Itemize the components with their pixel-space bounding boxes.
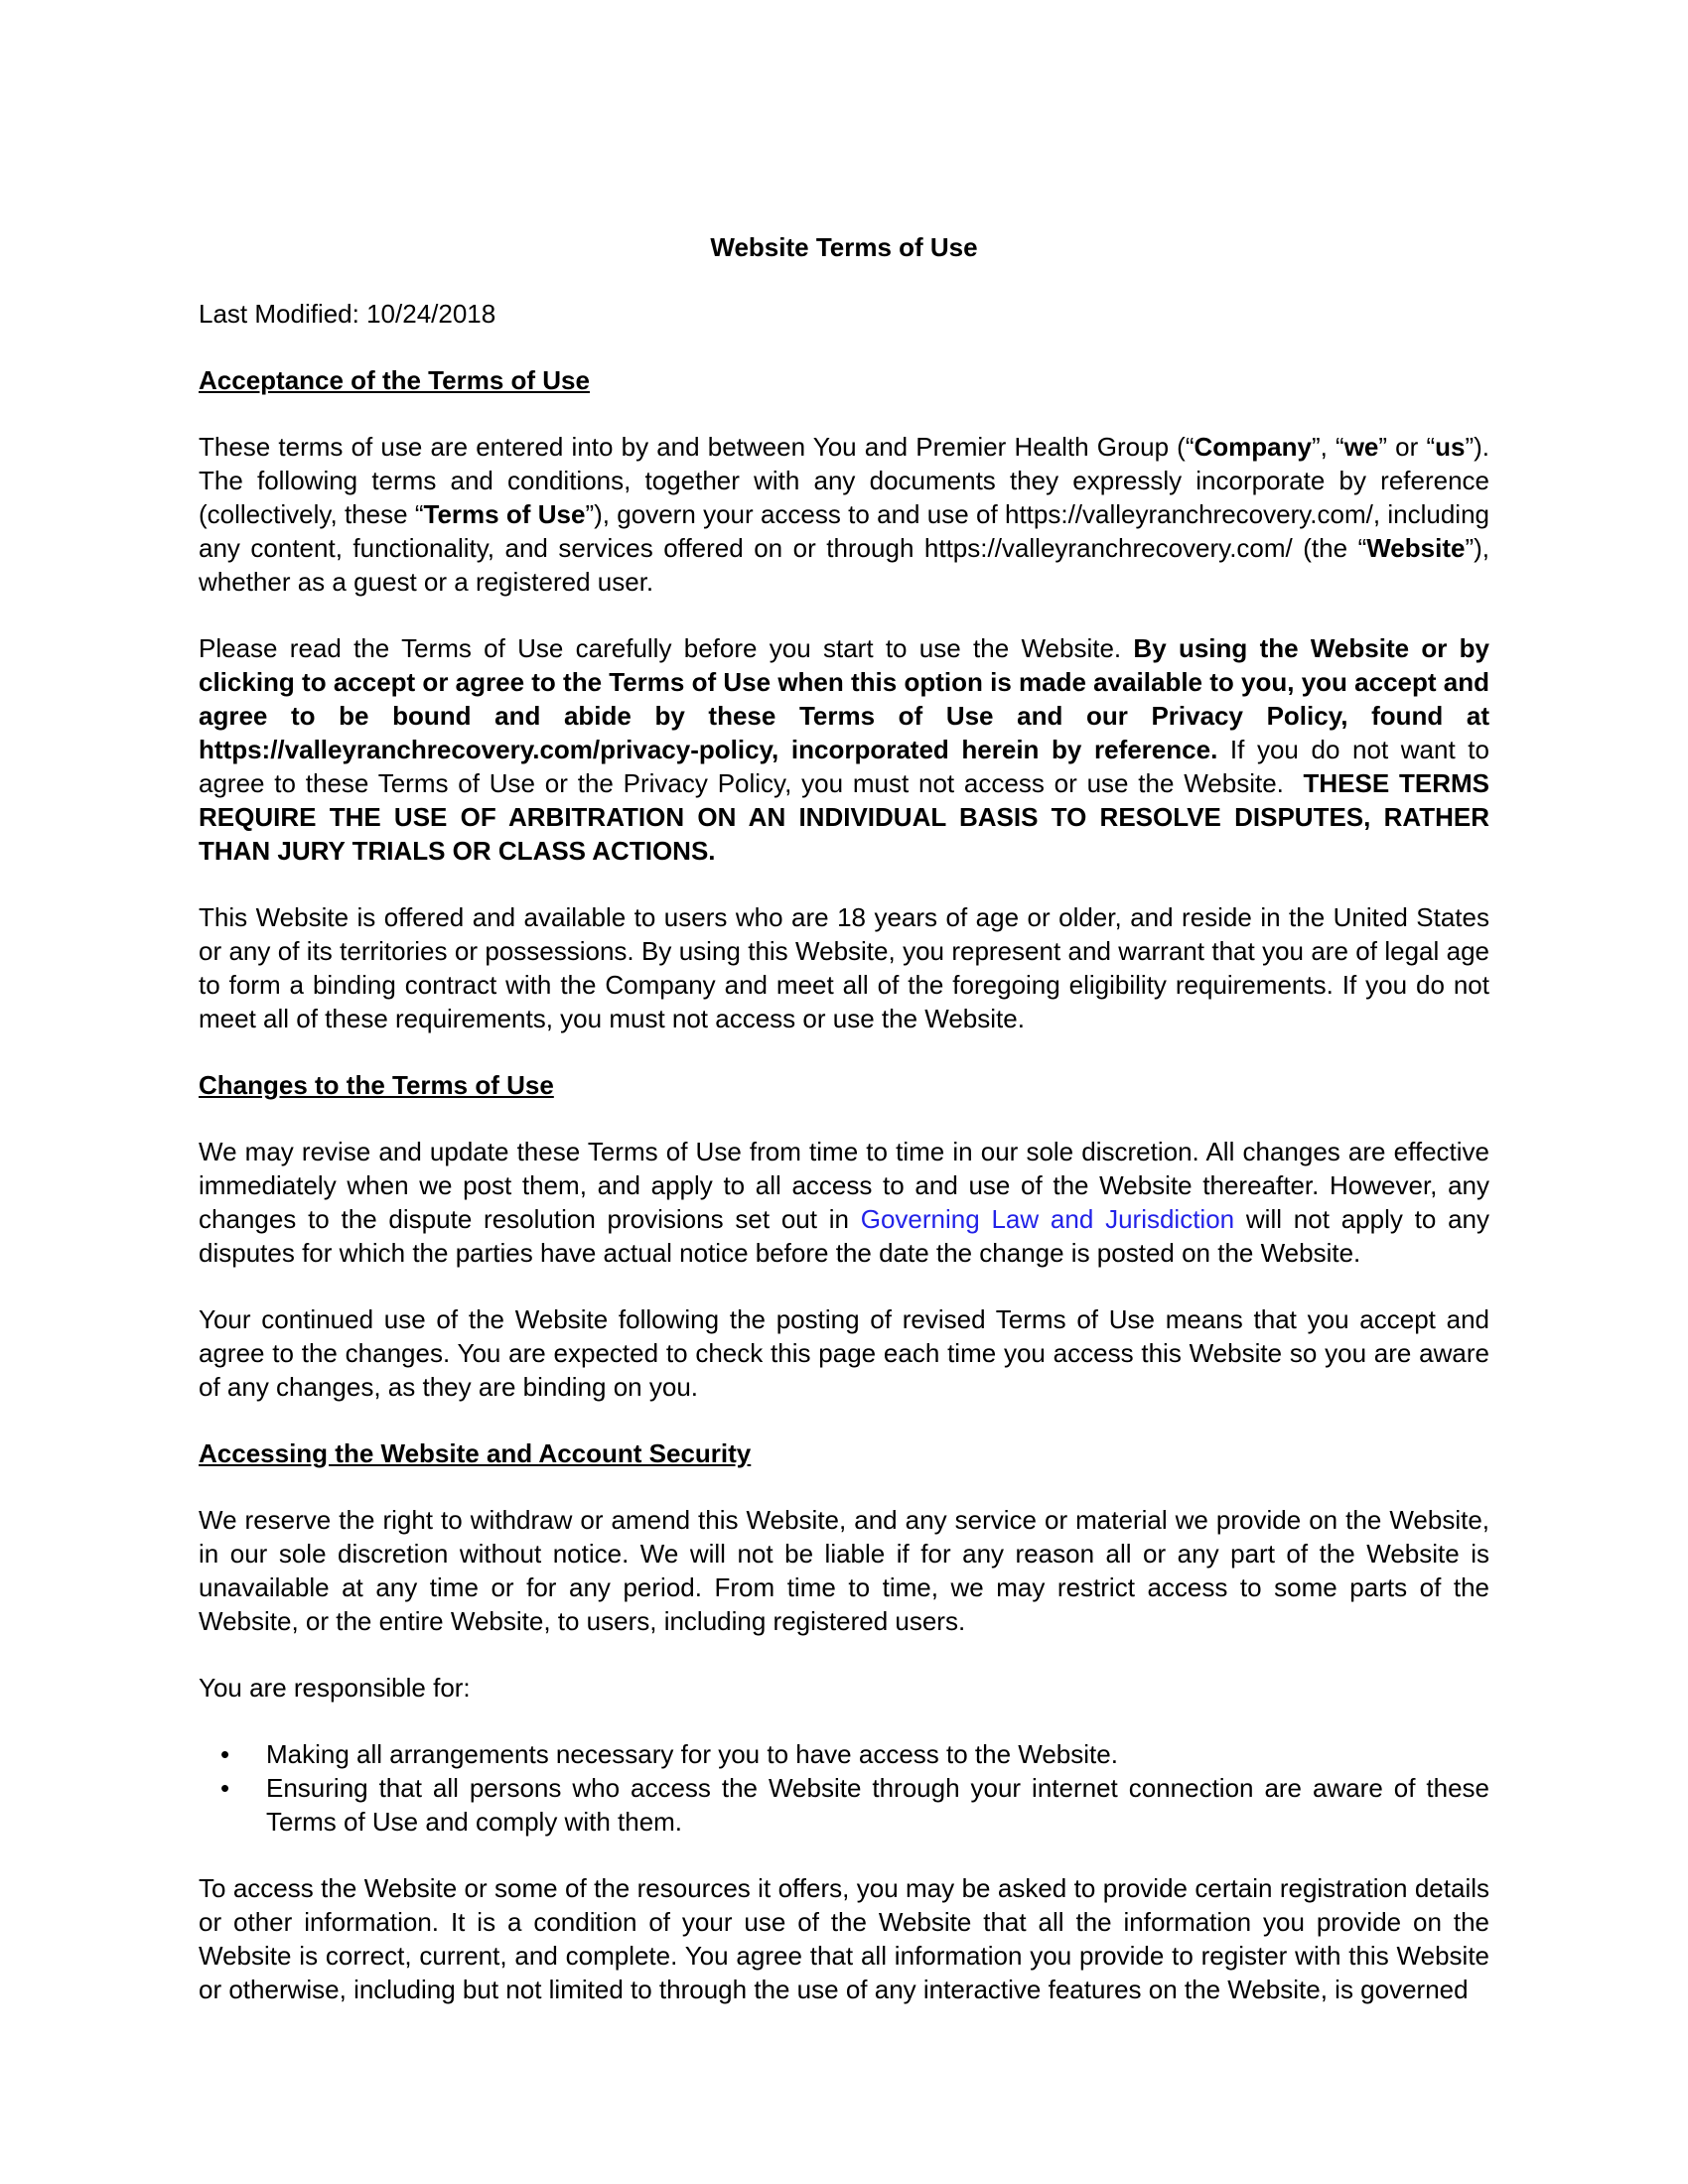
paragraph-responsible-intro: You are responsible for: bbox=[199, 1673, 471, 1703]
list-item bbox=[199, 1771, 1489, 1839]
list-item-text: Making all arrangements necessary for you to have access to the Website. bbox=[266, 1739, 1118, 1769]
paragraph-eligibility: This Website is offered and available to users who are 18 years of age or older, and reside in the United States or any of its territories or possessions. By using this Website, you represent and warrant that you are of legal age to form a binding contract with the Company and meet all of the foregoing eligibility requirements. If you do not meet all of these requirements, you must not access or use the Website. bbox=[199, 902, 1489, 1033]
last-modified: Last Modified: 10/24/2018 bbox=[199, 299, 496, 329]
paragraph-registration: To access the Website or some of the resources it offers, you may be asked to provide certain registration details or other information. It is a condition of your use of the Website that all the information you provide on the Website is correct, current, and complete. You agree that all information you provide to register with this Website or otherwise, including but not limited to through the use of any interactive features on the Website, is governed bbox=[199, 1873, 1489, 2004]
text-run: We may revise and update these Terms of Use from time to time in our sole discretion. All changes are effective immediately when we post them, and apply to all access to and use of the Website thereafter. However, any changes to the dispute resolution provisions set out in bbox=[199, 1137, 1489, 1234]
text-run-bold: Website bbox=[1366, 533, 1466, 563]
document-title: Website Terms of Use bbox=[710, 232, 978, 262]
text-run: Please read the Terms of Use carefully before you start to use the Website. bbox=[199, 633, 1134, 663]
paragraph-revisions bbox=[199, 1135, 1489, 1270]
text-run: will not apply to any disputes for which the parties have actual notice before the date the change is posted on the Website. bbox=[199, 1204, 1489, 1268]
paragraph-continued-use: Your continued use of the Website following the posting of revised Terms of Use means that you accept and agree to the changes. You are expected to check this page each time you access this Website so you are aware of any changes, as they are binding on you. bbox=[199, 1304, 1489, 1402]
paragraph-intro bbox=[199, 430, 1489, 599]
text-run: ”), whether as a guest or a registered user. bbox=[199, 533, 1489, 597]
list-item bbox=[199, 1737, 1489, 1771]
text-run: ”, “ bbox=[1311, 432, 1344, 462]
bullet-icon: • bbox=[220, 1739, 230, 1769]
heading-acceptance: Acceptance of the Terms of Use bbox=[199, 365, 590, 395]
text-run-bold: us bbox=[1435, 432, 1466, 462]
list-item-text: Ensuring that all persons who access the Website through your internet connection are aware of these Terms of Use and comply with them. bbox=[266, 1773, 1489, 1837]
text-run: If you do not want to agree to these Terms of Use or the Privacy Policy, you must not access or use the Website. bbox=[199, 735, 1489, 798]
text-run-bold: Company bbox=[1194, 432, 1312, 462]
text-run-bold: By using the Website or by clicking to accept or agree to the Terms of Use when this option is made available to you, you accept and agree to be bound and abide by these Terms of Use and our Privacy Policy, found at https://valleyranchrecovery.com/privacy-policy, incorporated herein by reference. bbox=[199, 633, 1489, 764]
text-run-bold: we bbox=[1343, 432, 1379, 462]
responsibilities-list bbox=[199, 1737, 1489, 1839]
paragraph-withdraw: We reserve the right to withdraw or amend this Website, and any service or material we provide on the Website, in our sole discretion without notice. We will not be liable if for any reason all or any part of the Website is unavailable at any time or for any period. From time to time, we may restrict access to some parts of the Website, or the entire Website, to users, including registered users. bbox=[199, 1505, 1489, 1636]
text-run-bold: Terms of Use bbox=[423, 499, 586, 529]
bullet-icon: • bbox=[220, 1773, 230, 1803]
paragraph-please-read bbox=[199, 631, 1489, 868]
text-run: These terms of use are entered into by and between You and Premier Health Group (“ bbox=[199, 432, 1195, 462]
text-run: ”), govern your access to and use of https://valleyranchrecovery.com/, including any content, functionality, and services offered on or through https://valleyranchrecovery.com/ (the “ bbox=[199, 499, 1490, 563]
heading-accessing: Accessing the Website and Account Security bbox=[199, 1438, 752, 1468]
governing-law-link[interactable]: Governing Law and Jurisdiction bbox=[860, 1204, 1235, 1234]
text-run-bold: THESE TERMS REQUIRE THE USE OF ARBITRATION ON AN INDIVIDUAL BASIS TO RESOLVE DISPUTES, RATHER THAN JURY TRIALS OR CLASS ACTIONS. bbox=[199, 768, 1489, 866]
text-run: ” or “ bbox=[1378, 432, 1436, 462]
text-run: ”). The following terms and conditions, together with any documents they expressly incorporate by reference (collectively, these “ bbox=[199, 432, 1490, 529]
heading-changes: Changes to the Terms of Use bbox=[199, 1070, 554, 1100]
